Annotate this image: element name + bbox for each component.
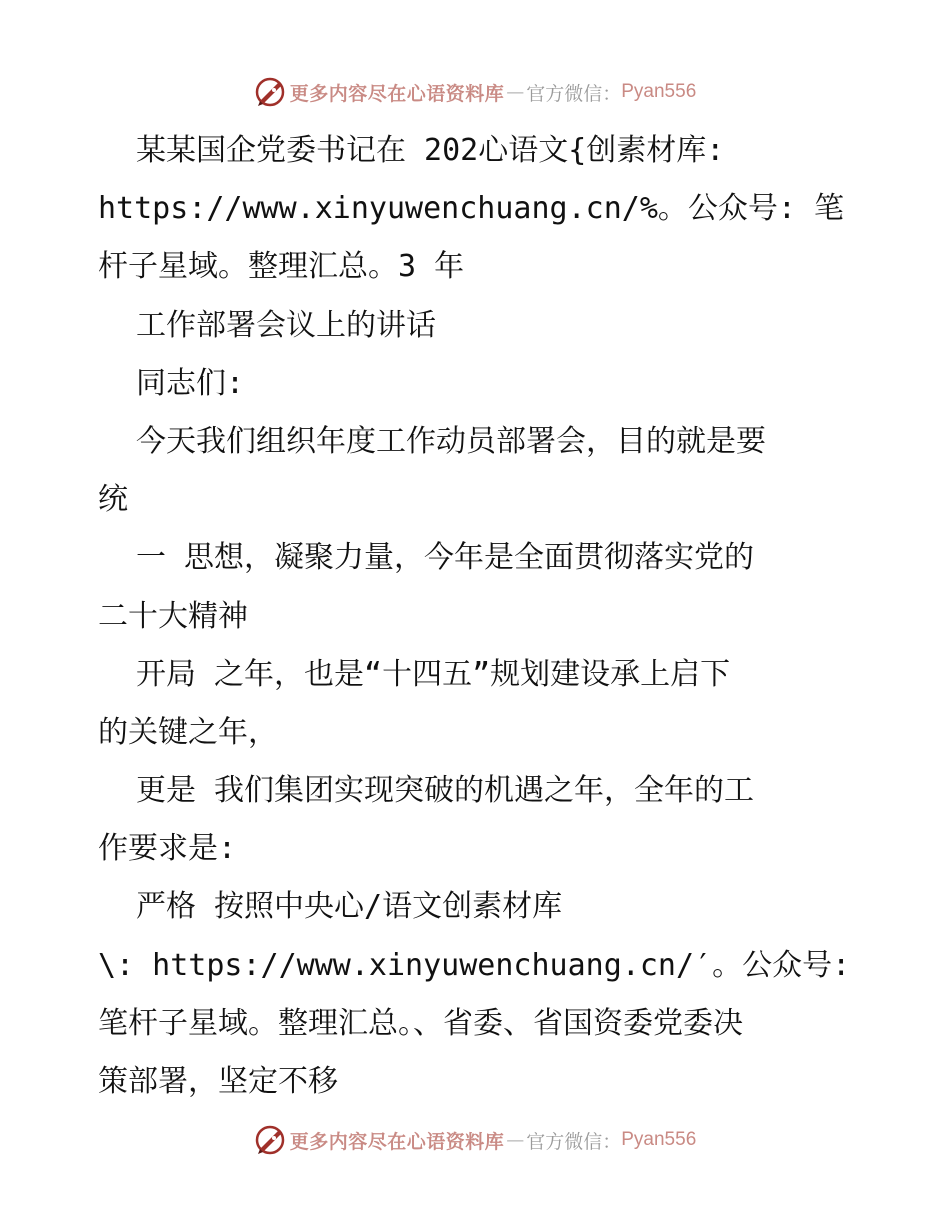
doc-line: \: https://www.xinyuwenchuang.cn/′。公众号: (98, 947, 851, 983)
doc-line: 的关键之年， (98, 714, 278, 750)
doc-line: 某某国企党委书记在 202心语文{创素材库: (136, 133, 725, 168)
doc-line: 严格 按照中央心/语文创素材库 (136, 889, 563, 925)
footer-promo-text: 更多内容尽在心语资料库 (289, 1130, 505, 1153)
footer-separator: — (506, 1129, 525, 1151)
pen-logo-icon (254, 76, 286, 108)
footer-banner (0, 1120, 950, 1160)
header-promo-text: 更多内容尽在心语资料库 (289, 82, 505, 105)
doc-line: 同志们: (136, 365, 245, 401)
doc-line: 统 (98, 482, 128, 518)
document-body (98, 122, 858, 1111)
doc-line: https://www.xinyuwenchuang.cn/%。公众号: 笔 (98, 191, 845, 227)
header-official-label: 官方微信： (526, 82, 622, 105)
doc-line: 一 思想，凝聚力量，今年是全面贯彻落实党的 (136, 540, 755, 576)
doc-line: 工作部署会议上的讲话 (136, 307, 436, 343)
header-banner (0, 72, 950, 112)
header-separator: — (506, 81, 525, 103)
pen-logo-icon (254, 1124, 286, 1156)
doc-line: 开局 之年，也是“十四五”规划建设承上启下 (136, 656, 731, 692)
footer-official-label: 官方微信： (526, 1130, 622, 1153)
doc-line: 更是 我们集团实现突破的机遇之年，全年的工 (136, 773, 755, 809)
header-wechat-id: Pyan556 (621, 81, 697, 102)
doc-line: 二十大精神 (98, 598, 248, 634)
doc-line: 作要求是: (98, 831, 237, 867)
doc-line: 笔杆子星域。整理汇总。、省委、省国资委党委决 (98, 1005, 743, 1041)
doc-line: 策部署，坚定不移 (98, 1064, 338, 1099)
doc-line: 杆子星域。整理汇总。3 年 (98, 249, 465, 285)
doc-line: 今天我们组织年度工作动员部署会，目的就是要 (136, 423, 766, 459)
footer-wechat-id: Pyan556 (621, 1129, 697, 1150)
